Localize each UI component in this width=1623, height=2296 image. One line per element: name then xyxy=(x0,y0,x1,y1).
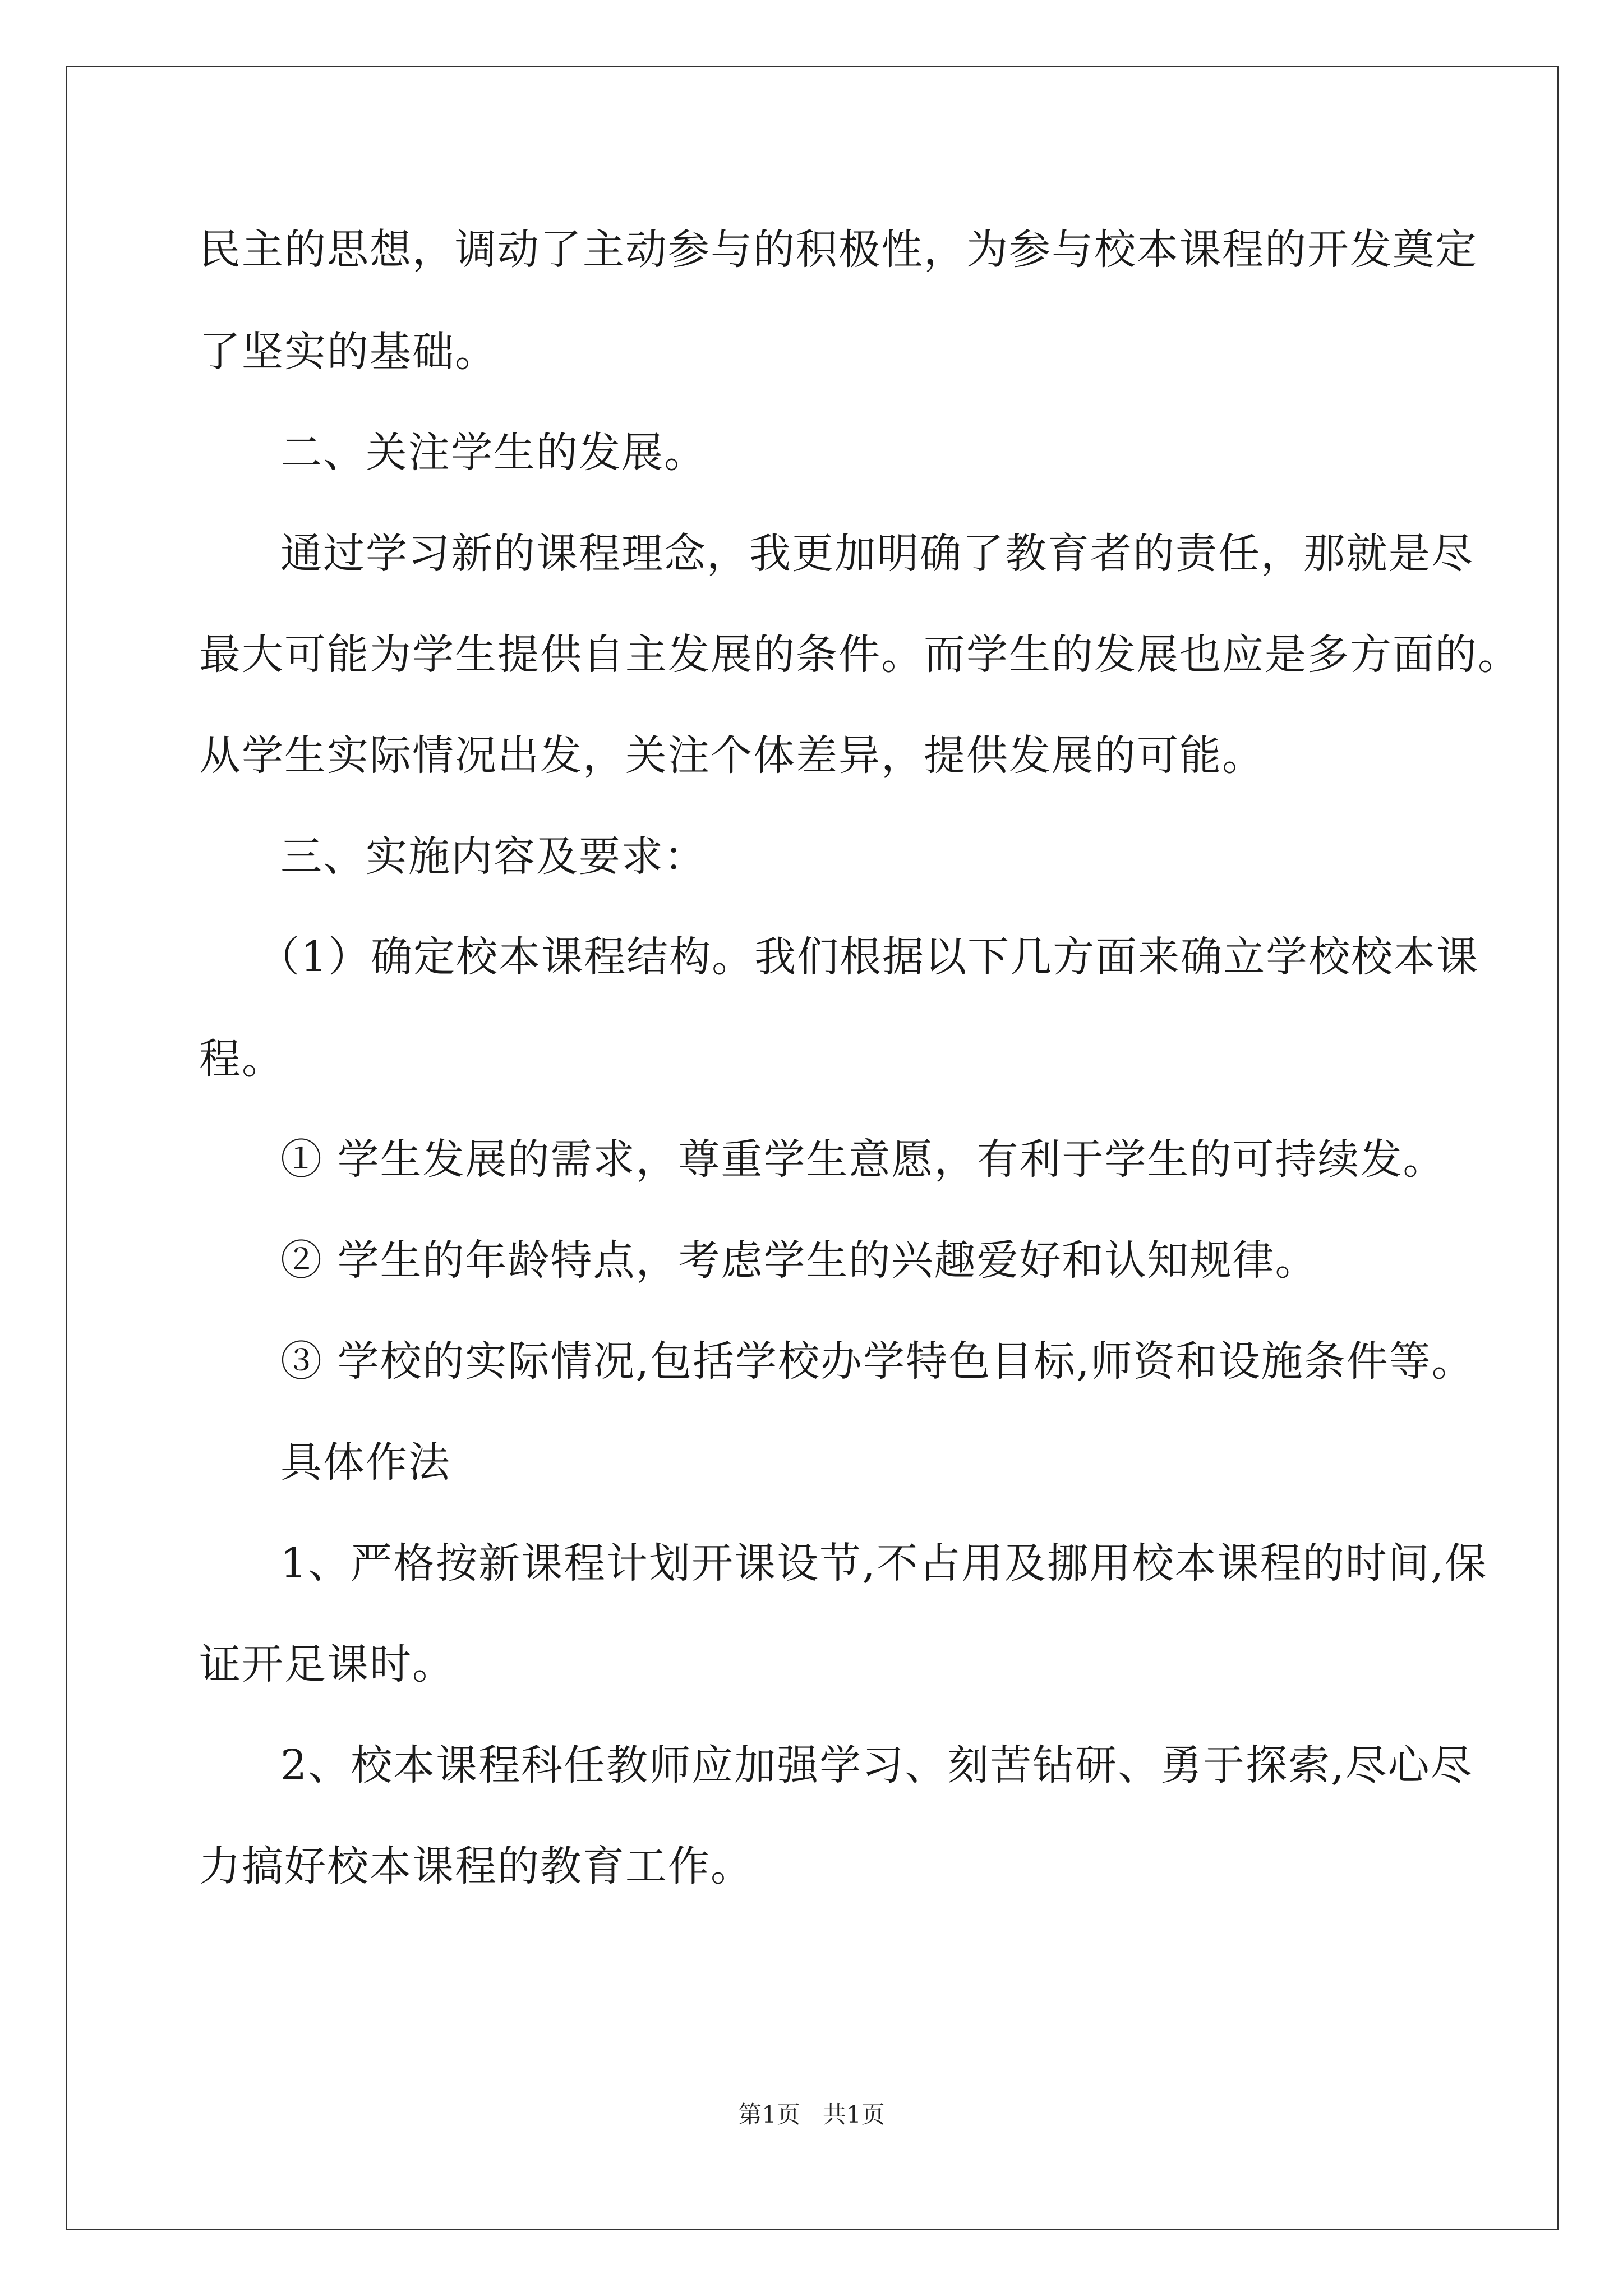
paragraph-line: 证开足课时。 xyxy=(199,1640,455,1688)
paragraph-line: 力搞好校本课程的教育工作。 xyxy=(199,1842,753,1890)
footer-spacer xyxy=(800,2101,823,2128)
paragraph-line: （1）确定校本课程结构。我们根据以下几方面来确立学校校本课 xyxy=(258,933,1479,981)
paragraph-line: 1、严格按新课程计划开课设节,不占用及挪用校本课程的时间,保 xyxy=(280,1539,1488,1588)
page-footer xyxy=(0,2098,1623,2132)
page-total: 共1页 xyxy=(823,2101,885,2128)
paragraph-line: 程。 xyxy=(199,1035,284,1083)
subheading: 具体作法 xyxy=(280,1438,451,1487)
page-number: 第1页 xyxy=(738,2101,800,2128)
paragraph-line: 最大可能为学生提供自主发展的条件。而学生的发展也应是多方面的。 xyxy=(199,631,1520,679)
section-heading: 三、实施内容及要求： xyxy=(280,832,707,881)
paragraph-line: 民主的思想，调动了主动参与的积极性，为参与校本课程的开发奠定 xyxy=(199,226,1478,274)
list-item: ② 学生的年龄特点，考虑学生的兴趣爱好和认知规律。 xyxy=(280,1236,1318,1285)
paragraph-line: 了坚实的基础。 xyxy=(199,328,497,376)
paragraph-line: 通过学习新的课程理念，我更加明确了教育者的责任，那就是尽 xyxy=(280,530,1474,578)
paragraph-line: 2、校本课程科任教师应加强学习、刻苦钻研、勇于探索,尽心尽 xyxy=(280,1741,1473,1789)
list-item: ③ 学校的实际情况,包括学校办学特色目标,师资和设施条件等。 xyxy=(280,1337,1474,1386)
paragraph-line: 从学生实际情况出发，关注个体差异，提供发展的可能。 xyxy=(199,731,1265,780)
list-item: ① 学生发展的需求，尊重学生意愿，有利于学生的可持续发。 xyxy=(280,1135,1446,1184)
section-heading: 二、关注学生的发展。 xyxy=(280,429,707,477)
